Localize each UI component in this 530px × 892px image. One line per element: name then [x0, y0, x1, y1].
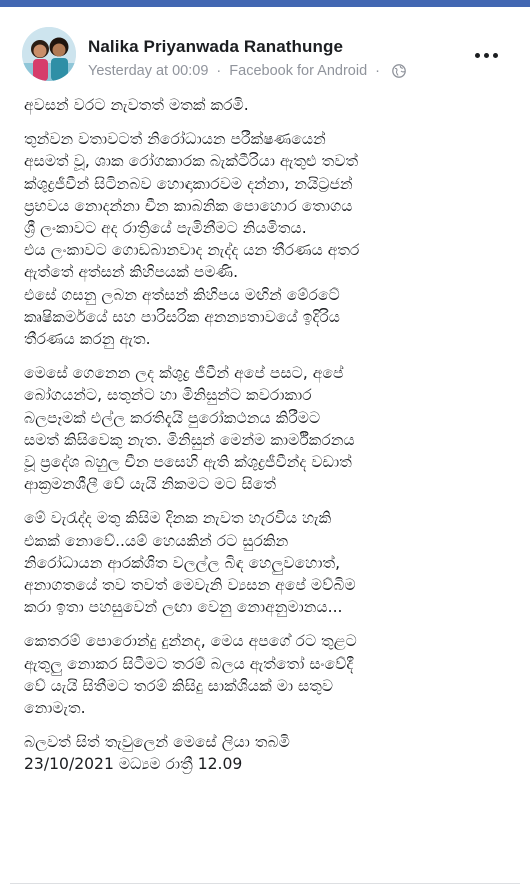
post-text-line: වේ යැයි සිතීමට තරම් කිසිදු සාක්ශියක් මා සතුව	[24, 676, 334, 695]
post-text-line: ඇත්තේ අත්සන් කිහිපයක් පමණි.	[24, 263, 239, 282]
post-text-line: නොමැත.	[24, 699, 86, 718]
post-text-line: අසමත් වූ, ශාක රෝගකාරක බැක්ටීරියා ඇතුළු තවත්	[24, 152, 359, 171]
post-text-line: වූ ප්‍රදේශ බහුල චීන පසෙහි ඇති ක්ශුද්‍රජීවීන්ද වඩාත්	[24, 453, 352, 472]
post-text-line: බලවත් සිත් තැවුලෙන් මෙසේ ලියා තබමි	[24, 733, 290, 752]
post-text-line: ඇතුලු නොකර සිටීමට තරම් බලය ඇත්තෝ සංවේදී	[24, 654, 354, 673]
more-options-icon[interactable]	[466, 43, 506, 67]
post-text-line: එකක් නොවේ..යම් හෙයකින් රට සුරකින	[24, 531, 289, 550]
divider	[10, 883, 520, 884]
post-text-line: කෘෂිකර්මයේ සහ පාරිසරික අනන්‍යතාවයේ ඉදිරිය	[24, 307, 341, 326]
post-text-line: ශ්‍රී ලංකාවට අද රාත්‍රියේ පැමිනීමට නියමිතය.	[24, 219, 307, 238]
post-text-line: තීරණය කරනු ඇත.	[24, 330, 151, 349]
post-text-line: ආක්‍රමනශීලී වේ යැයි නිකමට මට සිතේ	[24, 475, 277, 494]
post-text-line: 23/10/2021 මධ්‍යම රාත්‍රී 12.09	[24, 755, 243, 774]
post-text-line: ප්‍රභවය නොදන්නා චීන කාබනික පොහොර තොගය	[24, 196, 353, 215]
post-text-line: ක්ශුද්‍රජීවීන් සිටිනබව හොඳාකාරවම දන්නා, නයිට්‍රජන්	[24, 174, 353, 193]
post-text-line: එය ලංකාවට ගොඩබානවාද නැද්ද යන තීරණය අතර	[24, 241, 360, 260]
more-dot	[475, 53, 480, 58]
post-paragraph	[24, 94, 518, 116]
meta-separator-2: ·	[375, 63, 381, 79]
more-dot	[484, 53, 489, 58]
author-name[interactable]: Nalika Priyanwada Ranathunge	[88, 37, 344, 56]
post-paragraph	[24, 630, 518, 719]
post-text-line: අවසන් වරට නැවතත් මතක් කරමි.	[24, 96, 249, 114]
post-text-line: මේ වැරැද්ද මතු කිසිම දිනක නැවත හැරවිය හැකි	[24, 509, 332, 528]
meta-separator: ·	[216, 63, 222, 79]
post-body	[24, 94, 518, 788]
post-timestamp[interactable]: Yesterday at 00:09	[88, 63, 209, 79]
post-text-line: අනාගතයේ තව තවත් මෙවැනි ව්‍යසන අපේ මව්බිම	[24, 576, 356, 595]
post-text-line: බෝගයන්ට, සතුන්ට හා මිනිසුන්ට කවරාකාර	[24, 386, 312, 405]
top-bar	[0, 0, 530, 7]
post-text-line: නිරෝධායන ආරක්ශිත වලල්ල බිඳ හෙලුවහොත්,	[24, 553, 341, 572]
post-paragraph	[24, 507, 518, 618]
post-meta	[88, 63, 406, 82]
post-text-line: තුන්වන වතාවටත් නිරෝධායන පරීක්ෂණයෙන්	[24, 130, 326, 149]
post-paragraph	[24, 128, 518, 350]
post-paragraph	[24, 731, 518, 775]
post-text-line: මෙසේ ගෙනෙන ලද ක්ශුද්‍ර ජීවීන් අපේ පසට, අපේ	[24, 364, 344, 383]
post-paragraph	[24, 362, 518, 495]
globe-icon[interactable]	[392, 64, 406, 82]
post-text-line: එසේ ගසනු ලබන අත්සන් කිහිපය මඟින් මේරටේ	[24, 285, 340, 304]
post-text-line: කරා ඉතා පහසුවෙන් ලඟා වෙනු නොඅනුමානය...	[24, 598, 343, 617]
post-text-line: කෙතරම් පොරොන්දු දුන්නද, මෙය අපගේ රට තුළට	[24, 632, 357, 651]
post-text-line: සමත් කිසිවෙකු නැත. මිනිසුන් මෙන්ම කාර්මීකරනය	[24, 430, 355, 449]
post-text-line: බලපෑමක් එල්ල කරතිදැයි පුරෝකථනය කිරීමට	[24, 408, 321, 427]
more-dot	[493, 53, 498, 58]
post-header	[0, 7, 530, 91]
avatar[interactable]	[22, 27, 76, 81]
post-source: Facebook for Android	[229, 63, 368, 79]
